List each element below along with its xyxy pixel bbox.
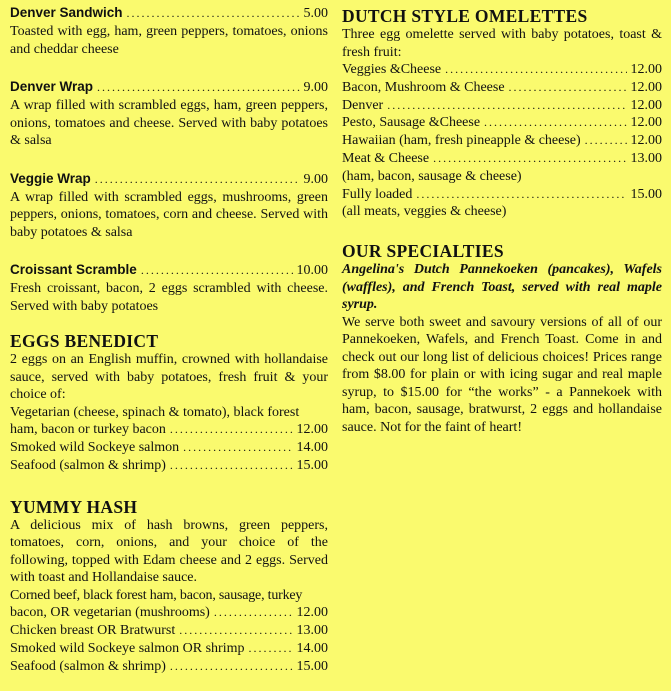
dot-leader	[97, 78, 299, 96]
section-title: DUTCH STYLE OMELETTES	[342, 6, 588, 26]
option-price: 14.00	[296, 641, 328, 657]
item-header	[10, 4, 328, 23]
item-header	[10, 170, 328, 189]
option-price: 12.00	[630, 133, 662, 149]
option-price: 15.00	[296, 457, 328, 473]
item-description: Fresh croissant, bacon, 2 eggs scrambled with cheese. Served with baby potatoes	[10, 281, 328, 314]
section-yummy-hash	[10, 497, 328, 676]
omelette-row	[342, 79, 662, 97]
option-price: 12.00	[296, 422, 328, 438]
option-note: (all meats, veggies & cheese)	[342, 204, 507, 220]
option-label: Seafood (salmon & shrimp)	[10, 658, 166, 674]
option-price: 13.00	[296, 623, 328, 639]
omelette-row	[342, 132, 662, 150]
section-title: EGGS BENEDICT	[10, 331, 159, 351]
dot-leader	[433, 150, 626, 168]
option-price: 12.00	[296, 605, 328, 621]
option-text: Corned beef, black forest ham, bacon, sausage, turkey	[10, 587, 303, 603]
dot-leader	[249, 640, 293, 658]
omelette-row	[342, 61, 662, 79]
option-label: Bacon, Mushroom & Cheese	[342, 79, 505, 95]
omelette-list	[342, 61, 662, 168]
option-price: 12.00	[630, 97, 662, 113]
option-label: Pesto, Sausage &Cheese	[342, 115, 481, 131]
omelette-row	[342, 150, 662, 168]
item-name: Denver Wrap	[10, 79, 94, 94]
dot-leader	[127, 4, 300, 22]
option-price: 13.00	[630, 150, 662, 166]
option-label: Hawaiian (ham, fresh pineapple & cheese)	[342, 133, 581, 149]
option-row	[10, 439, 328, 457]
dot-leader	[416, 186, 626, 204]
option-price: 15.00	[296, 658, 328, 674]
dot-leader	[183, 439, 292, 457]
dot-leader	[179, 622, 292, 640]
right-column	[342, 0, 662, 436]
option-note: (ham, bacon, sausage & cheese)	[342, 168, 522, 184]
item-price: 10.00	[296, 263, 328, 278]
section-title: YUMMY HASH	[10, 496, 138, 517]
item-name: Croissant Scramble	[10, 262, 137, 277]
item-description: A wrap filled with scrambled eggs, mushrooms, green peppers, onions, tomatoes, corn and cheese. Served with baby potatoes & salsa	[10, 189, 328, 240]
option-row	[342, 186, 662, 204]
option-price: 12.00	[630, 115, 662, 131]
option-label: bacon, OR vegetarian (mushrooms)	[10, 605, 210, 621]
option-text: Vegetarian (cheese, spinach & tomato), black forest	[10, 404, 300, 420]
dot-leader	[170, 457, 293, 475]
option-row	[10, 658, 328, 676]
dot-leader	[387, 97, 626, 115]
option-label: Veggies &Cheese	[342, 62, 442, 77]
section-our-specialties	[342, 241, 662, 436]
section-description: Three egg omelette served with baby potatoes, toast & fresh fruit:	[342, 27, 662, 60]
item-name: Veggie Wrap	[10, 170, 91, 186]
dot-leader	[509, 79, 627, 97]
option-row	[10, 457, 328, 475]
option-label: Smoked wild Sockeye salmon	[10, 440, 180, 456]
option-label: Seafood (salmon & shrimp)	[10, 457, 166, 473]
item-header	[10, 261, 328, 280]
option-row	[10, 640, 328, 658]
option-label: Denver	[342, 97, 384, 113]
dot-leader	[95, 170, 300, 188]
menu-item-croissant-scramble	[10, 261, 328, 315]
dot-leader	[214, 604, 293, 622]
option-label: Meat & Cheese	[342, 150, 430, 166]
option-price: 14.00	[296, 440, 328, 456]
dot-leader	[170, 421, 293, 439]
item-description: Toasted with egg, ham, green peppers, tomatoes, onions and cheddar cheese	[10, 24, 328, 57]
option-price: 12.00	[630, 62, 662, 77]
option-row	[10, 604, 328, 622]
dot-leader	[585, 132, 627, 150]
item-name: Denver Sandwich	[10, 5, 123, 20]
menu-item-veggie-wrap	[10, 170, 328, 242]
section-description: 2 eggs on an English muffin, crowned with hollandaise sauce, served with baby potatoes, fresh fruit & your choice of:	[10, 352, 328, 402]
option-price: 15.00	[630, 186, 662, 202]
section-title: OUR SPECIALTIES	[342, 241, 504, 262]
specialties-body: We serve both sweet and savoury versions of all of our Pannekoeken, Wafels, and French Toast. Come in and check out our long list of delicious choices! Prices range from $8.00 for plain or with icing sugar and real maple syrup, to $15.00 for “the works” - a Pannekoek with ham, bacon, sausage, bratwurst, 2 eggs and hollandaise sauce. Not for the faint of heart!	[342, 314, 662, 435]
option-label: Smoked wild Sockeye salmon OR shrimp	[10, 641, 245, 657]
dot-leader	[170, 658, 293, 676]
omelette-row	[342, 114, 662, 132]
left-column	[10, 0, 328, 676]
option-label: ham, bacon or turkey bacon	[10, 422, 166, 438]
option-row	[10, 421, 328, 439]
item-price: 9.00	[303, 171, 328, 187]
menu-item-denver-sandwich	[10, 4, 328, 58]
option-price: 12.00	[630, 79, 662, 95]
item-price: 5.00	[303, 6, 328, 21]
section-eggs-benedict	[10, 331, 328, 475]
option-label: Chicken breast OR Bratwurst	[10, 623, 176, 639]
omelette-row	[342, 97, 662, 115]
dot-leader	[141, 261, 293, 279]
dot-leader	[484, 114, 626, 132]
item-header	[10, 78, 328, 97]
dot-leader	[445, 61, 626, 79]
item-price: 9.00	[303, 80, 328, 95]
specialties-intro: Angelina's Dutch Pannekoeken (pancakes), Wafels (waffles), and French Toast, served with real maple syrup.	[342, 262, 662, 313]
option-label: Fully loaded	[342, 186, 413, 202]
section-dutch-omelettes	[342, 6, 662, 221]
section-description: A delicious mix of hash browns, green peppers, tomatoes, corn, onions, and your choice of the following, topped with Edam cheese and 2 eggs. Served with toast and Hollandaise sauce.	[10, 517, 328, 586]
option-row	[10, 622, 328, 640]
item-description: A wrap filled with scrambled eggs, ham, green peppers, onions, tomatoes and cheese. Served with baby potatoes & salsa	[10, 98, 328, 148]
menu-item-denver-wrap	[10, 78, 328, 150]
